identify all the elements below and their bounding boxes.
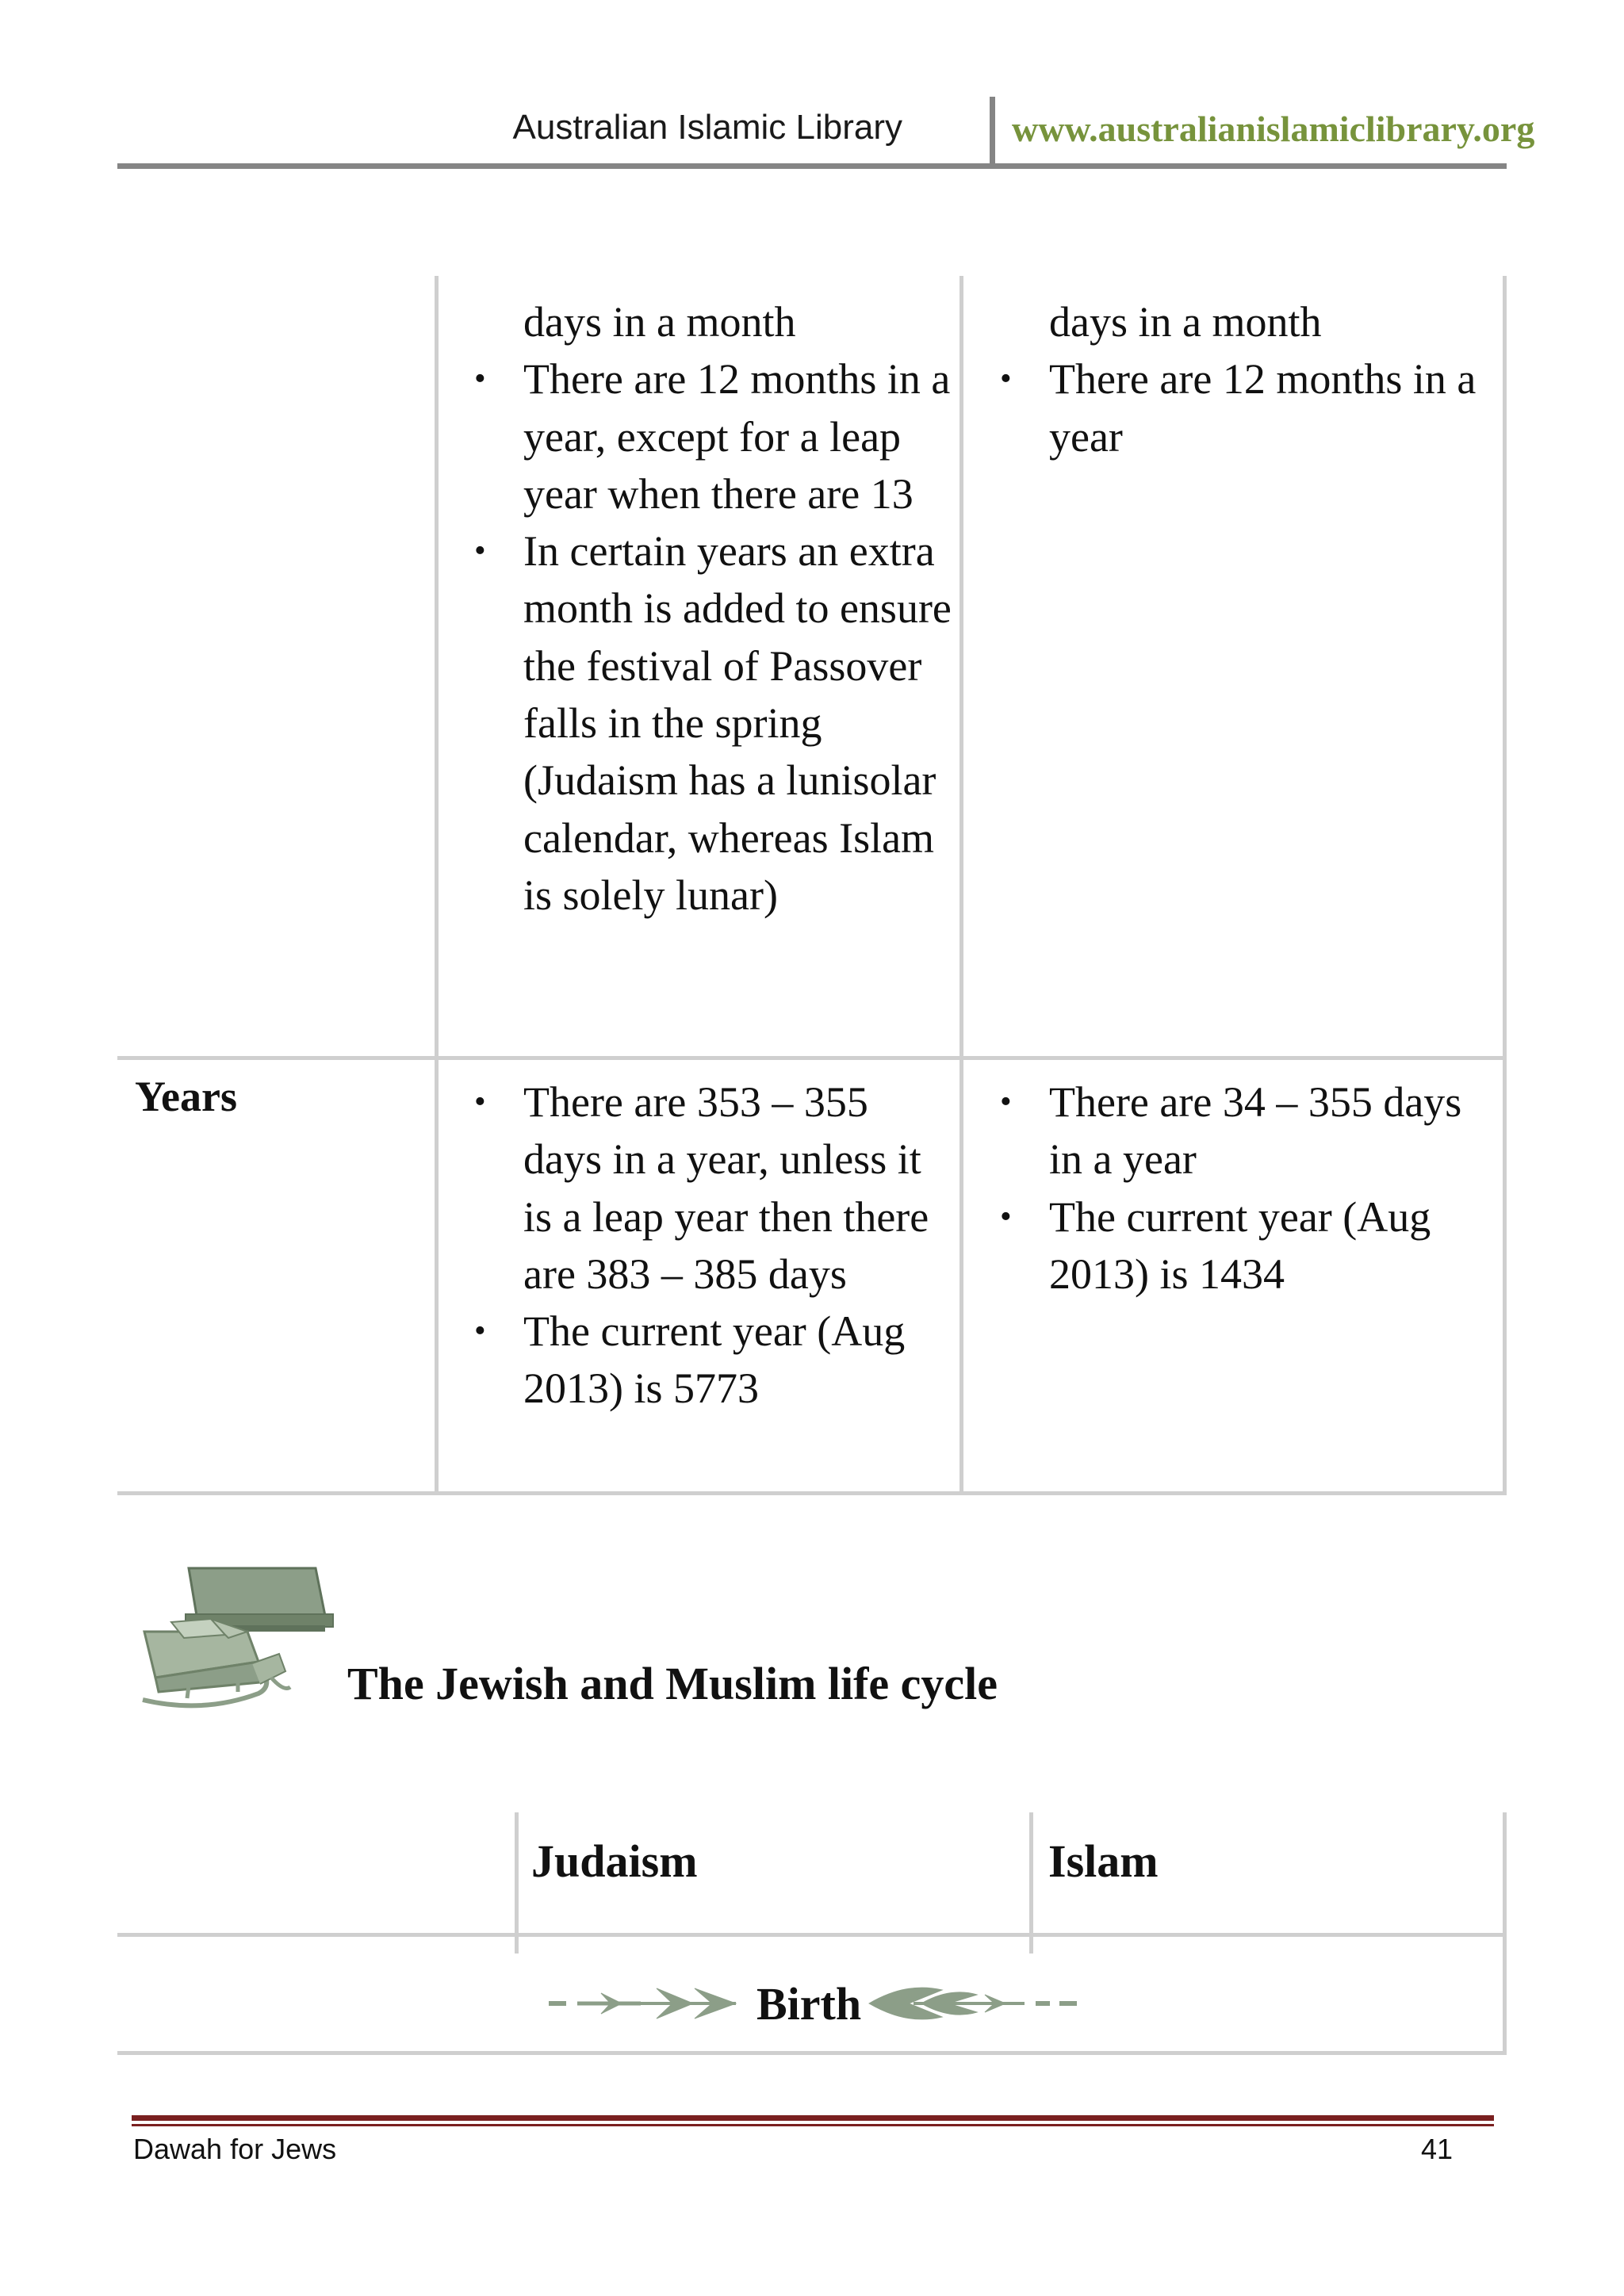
list-item: • There are 353 – 355 days in a year, unless it is a leap year then there are 383 – 385 days	[523, 1073, 952, 1303]
months-judaism-cell	[523, 293, 952, 924]
months-judaism-list	[523, 350, 952, 924]
birth-row	[117, 1954, 1507, 2053]
table-divider	[959, 276, 963, 1495]
header-library-name: Australian Islamic Library	[512, 108, 902, 147]
footer-rule	[132, 2124, 1494, 2126]
page-header	[117, 94, 1535, 169]
years-islam-list	[1049, 1073, 1493, 1303]
footer-title: Dawah for Jews	[133, 2133, 337, 2165]
list-item: • The current year (Aug 2013) is 5773	[523, 1303, 952, 1418]
list-item: • There are 12 months in a year	[1049, 350, 1493, 465]
table-divider	[435, 276, 439, 1495]
footer-rule	[132, 2115, 1494, 2121]
years-judaism-cell	[523, 1073, 952, 1418]
list-item: • The current year (Aug 2013) is 1434	[1049, 1188, 1493, 1303]
header-separator	[990, 97, 995, 163]
page-number: 41	[1420, 2133, 1453, 2165]
lifecycle-table	[117, 1812, 1507, 2055]
table-divider	[1503, 276, 1507, 1495]
list-item: • There are 34 – 355 days in a year	[1049, 1073, 1493, 1188]
arrow-ornament-right-icon	[866, 1984, 1080, 2023]
months-islam-list	[1049, 350, 1493, 465]
table-divider	[117, 1933, 1507, 1937]
table-divider	[117, 1491, 1507, 1495]
birth-heading	[546, 1954, 1080, 2053]
column-header-islam: Islam	[1048, 1835, 1159, 1887]
section-title: The Jewish and Muslim life cycle	[347, 1658, 998, 1709]
arrow-ornament-left-icon	[546, 1984, 752, 2023]
years-judaism-list	[523, 1073, 952, 1418]
years-row-label: Years	[135, 1073, 237, 1120]
header-url-link[interactable]: www.australianislamiclibrary.org	[1012, 109, 1535, 149]
calendar-table	[117, 276, 1507, 1495]
cradle-icon	[140, 1559, 354, 1713]
months-judaism-continuation: days in a month	[523, 298, 796, 346]
column-header-judaism: Judaism	[531, 1835, 698, 1887]
list-item: • In certain years an extra month is added to ensure the festival of Passover falls in the spring (Judaism has a lunisolar calendar, whereas Islam is solely lunar)	[523, 522, 952, 924]
list-item: • There are 12 months in a year, except for a leap year when there are 13	[523, 350, 952, 522]
birth-label: Birth	[756, 1977, 862, 2030]
table-divider	[117, 1056, 1507, 1060]
months-islam-continuation: days in a month	[1049, 298, 1322, 346]
years-islam-cell	[1049, 1073, 1493, 1303]
months-islam-cell	[1049, 293, 1493, 465]
